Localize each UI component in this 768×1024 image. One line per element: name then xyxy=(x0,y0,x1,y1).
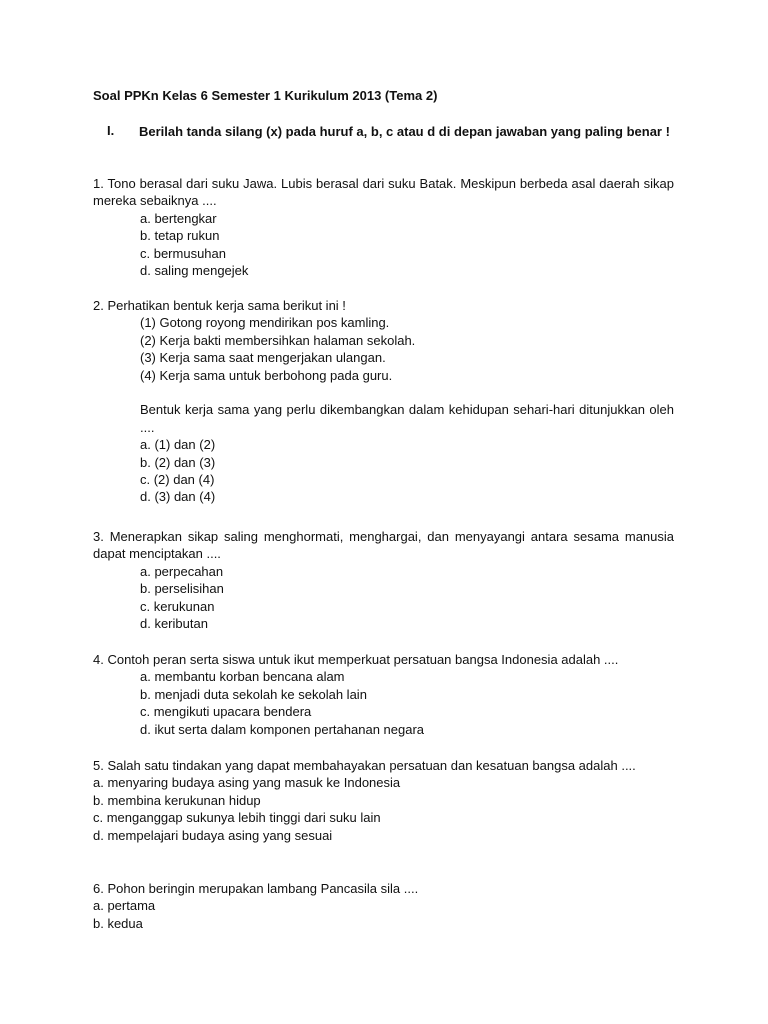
statement-item: (1) Gotong royong mendirikan pos kamling. xyxy=(140,315,390,331)
statement-item: (4) Kerja sama untuk berbohong pada guru. xyxy=(140,367,393,383)
question-6 xyxy=(93,880,674,932)
question-stem: 1. Tono berasal dari suku Jawa. Lubis berasal dari suku Batak. Meskipun berbeda asal daerah sikap mereka sebaiknya .... xyxy=(93,176,674,209)
statement-item: (3) Kerja sama saat mengerjakan ulangan. xyxy=(140,350,386,366)
question-5 xyxy=(93,757,674,844)
answer-option: d. mempelajari budaya asing yang sesuai xyxy=(93,827,333,843)
question-stem: 3. Menerapkan sikap saling menghormati, menghargai, dan menyayangi antara sesama manusia dapat menciptakan .... xyxy=(93,529,674,562)
question-4 xyxy=(93,651,674,738)
answer-option: d. ikut serta dalam komponen pertahanan negara xyxy=(140,721,425,737)
document-title: Soal PPKn Kelas 6 Semester 1 Kurikulum 2013 (Tema 2) xyxy=(93,88,438,103)
answer-option: b. (2) dan (3) xyxy=(140,454,216,470)
question-prompt: Bentuk kerja sama yang perlu dikembangkan dalam kehidupan sehari-hari ditunjukkan oleh .... xyxy=(140,402,674,435)
section-number: I. xyxy=(107,123,115,138)
answer-option: c. mengikuti upacara bendera xyxy=(140,704,312,720)
question-stem: 2. Perhatikan bentuk kerja sama berikut ini ! xyxy=(93,298,346,313)
answer-option: b. tetap rukun xyxy=(140,228,220,244)
answer-option: a. menyaring budaya asing yang masuk ke Indonesia xyxy=(93,775,401,791)
question-3 xyxy=(93,528,674,632)
answer-option: d. keributan xyxy=(140,615,208,631)
answer-option: b. membina kerukunan hidup xyxy=(93,792,261,808)
question-stem: 5. Salah satu tindakan yang dapat membahayakan persatuan dan kesatuan bangsa adalah .... xyxy=(93,758,636,773)
answer-option: b. menjadi duta sekolah ke sekolah lain xyxy=(140,686,367,702)
spacer xyxy=(93,384,674,401)
answer-option: d. saling mengejek xyxy=(140,262,249,278)
answer-option: c. (2) dan (4) xyxy=(140,471,215,487)
answer-option: c. bermusuhan xyxy=(140,245,226,261)
question-1 xyxy=(93,175,674,279)
section-instruction: Berilah tanda silang (x) pada huruf a, b, c atau d di depan jawaban yang paling benar ! xyxy=(139,124,670,139)
question-stem: 6. Pohon beringin merupakan lambang Pancasila sila .... xyxy=(93,881,419,896)
answer-option: d. (3) dan (4) xyxy=(140,489,216,505)
answer-option: a. (1) dan (2) xyxy=(140,437,216,453)
answer-option: b. perselisihan xyxy=(140,581,224,597)
answer-option: a. perpecahan xyxy=(140,563,224,579)
question-stem: 4. Contoh peran serta siswa untuk ikut memperkuat persatuan bangsa Indonesia adalah .... xyxy=(93,652,619,667)
answer-option: b. kedua xyxy=(93,915,143,931)
statement-item: (2) Kerja bakti membersihkan halaman sekolah. xyxy=(140,332,416,348)
answer-option: c. kerukunan xyxy=(140,598,215,614)
answer-option: a. pertama xyxy=(93,898,156,914)
question-2 xyxy=(93,297,674,506)
answer-option: a. membantu korban bencana alam xyxy=(140,669,345,685)
answer-option: c. menganggap sukunya lebih tinggi dari suku lain xyxy=(93,810,381,826)
answer-option: a. bertengkar xyxy=(140,210,217,226)
